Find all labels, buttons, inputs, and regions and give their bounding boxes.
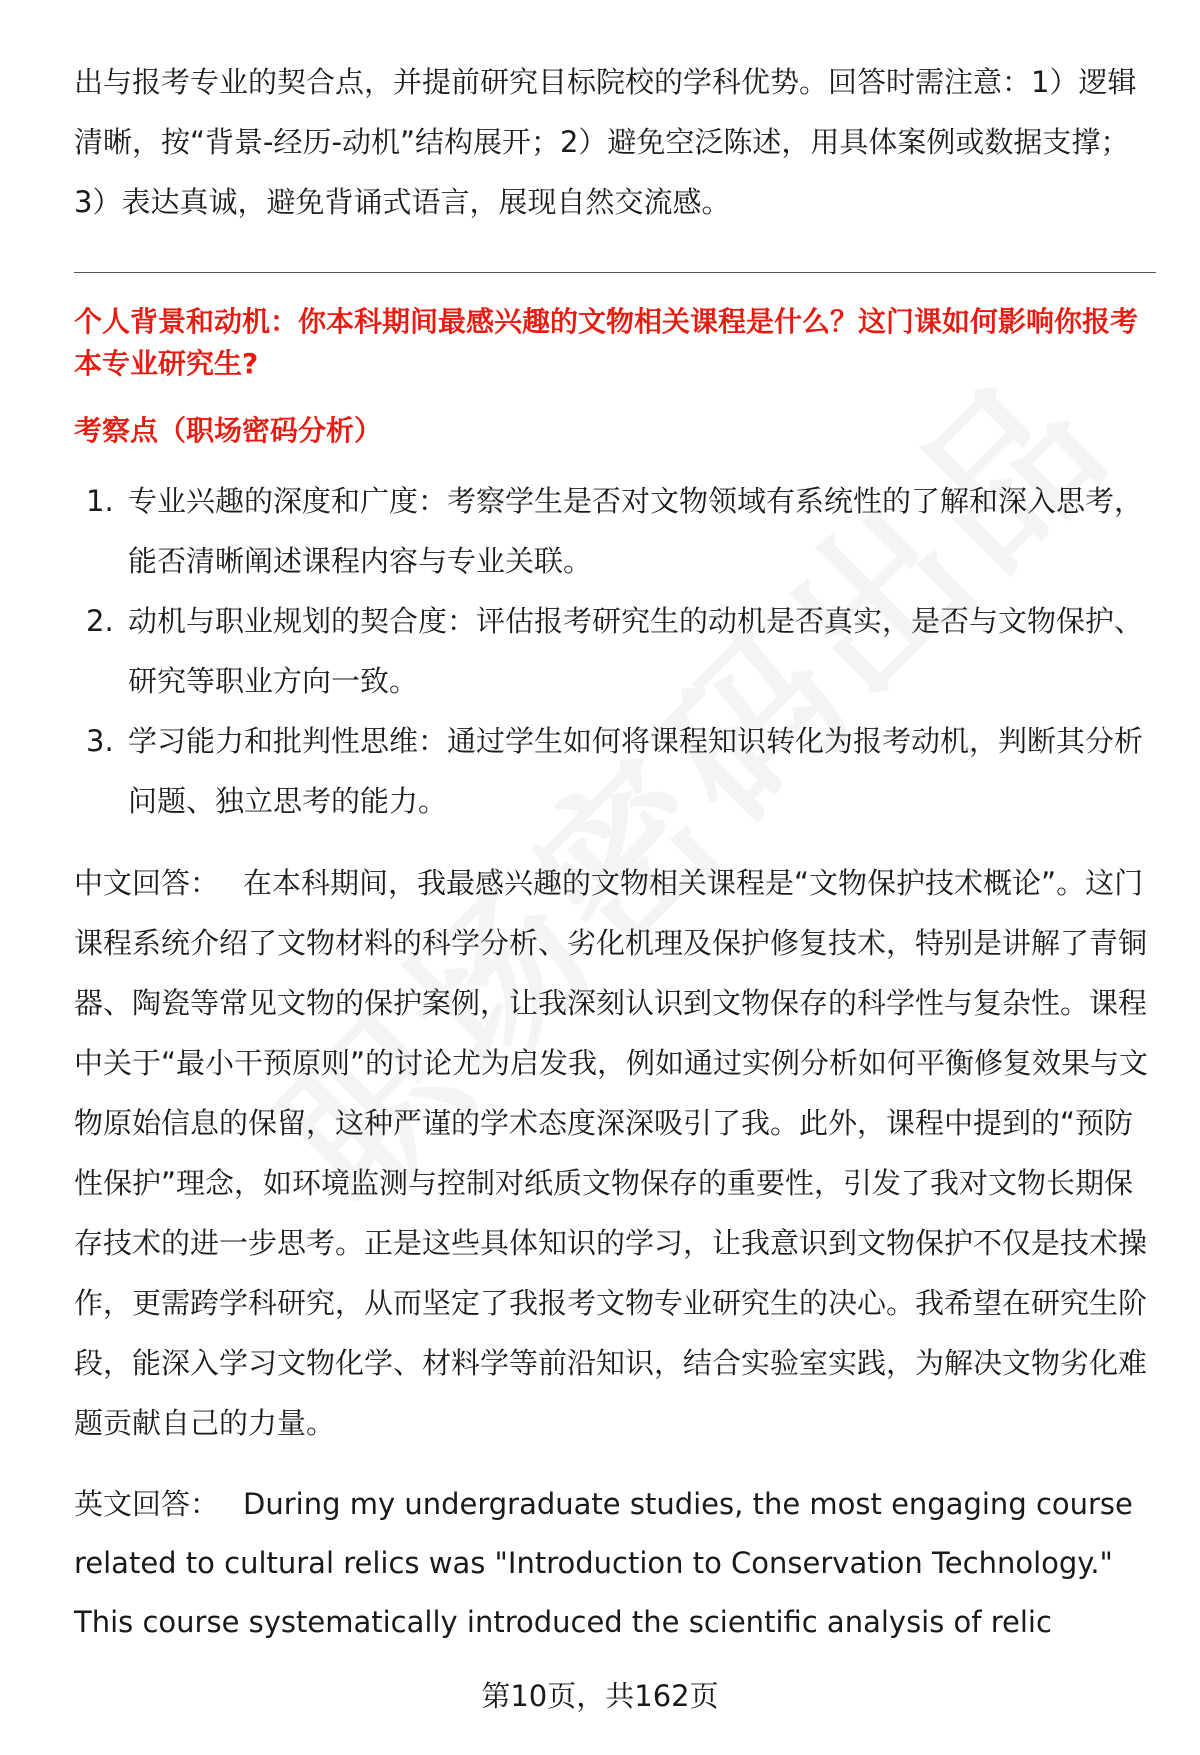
assessment-points-list [74,471,1156,831]
list-item [74,711,1156,831]
section-divider [74,272,1156,273]
chinese-answer-text: 在本科期间，我最感兴趣的文物相关课程是“文物保护技术概论”。这门课程系统介绍了文物材料的科学分析、劣化机理及保护修复技术，特别是讲解了青铜器、陶瓷等常见文物的保护案例，让我深刻认识到文物保存的科学性与复杂性。课程中关于“最小干预原则”的讨论尤为启发我，例如通过实例分析如何平衡修复效果与文物原始信息的保留，这种严谨的学术态度深深吸引了我。此外，课程中提到的“预防性保护”理念，如环境监测与控制对纸质文物保存的重要性，引发了我对文物长期保存技术的进一步思考。正是这些具体知识的学习，让我意识到文物保护不仅是技术操作，更需跨学科研究，从而坚定了我报考文物专业研究生的决心。我希望在研究生阶段，能深入学习文物化学、材料学等前沿知识，结合实验室实践，为解决文物劣化难题贡献自己的力量。 [74,866,1149,1440]
english-answer-text: During my undergraduate studies, the most engaging course related to cultural relics was "Introduction to Conservation Technology." This course systematically introduced the scientific analysis of relic [74,1487,1133,1639]
chinese-answer-label: 中文回答： [74,866,220,900]
list-item-number: 1. [86,484,114,518]
list-item-text: 动机与职业规划的契合度：评估报考研究生的动机是否真实，是否与文物保护、研究等职业方向一致。 [128,604,1144,698]
list-item-number: 2. [86,604,114,638]
list-item-text: 专业兴趣的深度和广度：考察学生是否对文物领域有系统性的了解和深入思考，能否清晰阐述课程内容与专业关联。 [128,484,1144,578]
english-answer-label: 英文回答： [74,1487,220,1521]
question-heading: 个人背景和动机：你本科期间最感兴趣的文物相关课程是什么？这门课如何影响你报考本专业研究生? [74,305,1139,380]
list-item [74,591,1156,711]
list-item-text: 学习能力和批判性思维：通过学生如何将课程知识转化为报考动机，判断其分析问题、独立思考的能力。 [128,724,1144,818]
chinese-answer [74,853,1156,1453]
page-number-footer: 第10页，共162页 [481,1679,719,1713]
intro-paragraph: 出与报考专业的契合点，并提前研究目标院校的学科优势。回答时需注意：1）逻辑清晰，按“背景-经历-动机”结构展开；2）避免空泛陈述，用具体案例或数据支撑；3）表达真诚，避免背诵式语言，展现自然交流感。 [74,65,1137,219]
english-answer [74,1475,1156,1652]
assessment-heading: 考察点（职场密码分析） [74,414,383,447]
document-page [74,52,1156,1652]
list-item [74,471,1156,591]
list-item-number: 3. [86,724,114,758]
